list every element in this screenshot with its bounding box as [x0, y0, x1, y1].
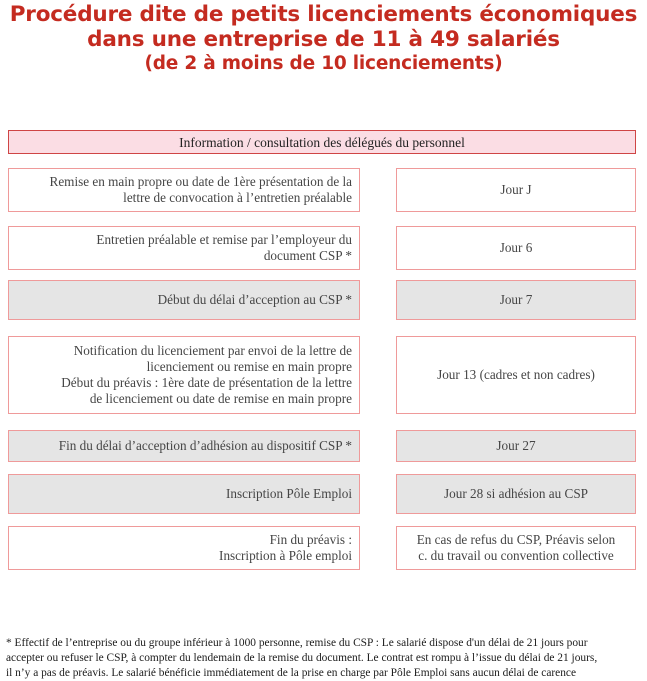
step-text-line: Notification du licenciement par envoi de la lettre de — [73, 342, 352, 358]
flow-row — [8, 336, 636, 414]
step-text-line: Entretien préalable et remise par l’employeur du — [96, 231, 352, 247]
timing-box — [396, 168, 636, 212]
timing-box — [396, 226, 636, 270]
step-text-line: lettre de convocation à l’entretien préalable — [123, 190, 352, 205]
step-text-line: licenciement ou remise en main propre — [146, 358, 352, 374]
title-line-1: Procédure dite de petits licenciements économiques — [9, 2, 638, 27]
timing-box — [396, 430, 636, 462]
step-text-line: Début du préavis : 1ère date de présentation de la lettre — [61, 375, 352, 390]
step-box — [8, 474, 360, 514]
title-line-3: (de 2 à moins de 10 licenciements) — [144, 52, 503, 74]
footnote — [6, 636, 643, 681]
step-box — [8, 336, 360, 414]
timing-text-line: Jour 28 si adhésion au CSP — [444, 485, 588, 501]
flow-row — [8, 280, 636, 320]
step-box — [8, 226, 360, 270]
title-line-2: dans une entreprise de 11 à 49 salariés — [87, 27, 560, 53]
timing-box — [396, 336, 636, 414]
flow-row — [8, 168, 636, 212]
timing-text-line: Jour J — [500, 181, 532, 197]
timing-box — [396, 474, 636, 514]
flow-rows — [8, 168, 636, 570]
procedure-flow — [8, 130, 636, 570]
step-text-line: Inscription Pôle Emploi — [225, 485, 352, 501]
footnote-line-1: * Effectif de l’entreprise ou du groupe inférieur à 1000 personne, remise du CSP : Le salarié dispose d'un délai de 21 jours pour — [6, 637, 588, 649]
step-text-line: Début du délai d’acception au CSP * — [157, 291, 352, 307]
timing-box — [396, 280, 636, 320]
step-box — [8, 430, 360, 462]
step-box — [8, 526, 360, 570]
timing-text-line: Jour 6 — [499, 239, 533, 255]
timing-box — [396, 526, 636, 570]
step-text-line: de licenciement ou date de remise en main propre — [89, 391, 352, 407]
flow-row — [8, 474, 636, 514]
footnote-line-3: il n’y a pas de préavis. Le salarié bénéficie immédiatement de la prise en charge par Pôle Emploi sans aucun délai de carence — [6, 667, 577, 680]
flow-row — [8, 226, 636, 270]
timing-text-line: Jour 7 — [499, 291, 533, 307]
step-box — [8, 280, 360, 320]
step-text-line: Inscription à Pôle emploi — [219, 548, 352, 563]
flow-row — [8, 526, 636, 570]
page-title — [0, 0, 647, 75]
footnote-line-2: accepter ou refuser le CSP, à compter du lendemain de la remise du document. Le contrat est rompu à l’issue du délai de 21 jours, — [6, 652, 598, 665]
timing-text-line: c. du travail ou convention collective — [418, 548, 614, 563]
step-text-line: Fin du délai d’acception d’adhésion au dispositif CSP * — [58, 437, 352, 453]
step-text-line: Fin du préavis : — [269, 531, 352, 547]
timing-text-line: Jour 27 — [496, 437, 536, 453]
timing-text-line: En cas de refus du CSP, Préavis selon — [416, 531, 616, 547]
flow-row — [8, 430, 636, 462]
step-box — [8, 168, 360, 212]
timing-text-line: Jour 13 (cadres et non cadres) — [437, 366, 595, 382]
step-text-line: Remise en main propre ou date de 1ère présentation de la — [49, 173, 352, 189]
step-text-line: document CSP * — [263, 248, 352, 263]
header-band-information-consultation: Information / consultation des délégués du personnel — [8, 130, 636, 154]
